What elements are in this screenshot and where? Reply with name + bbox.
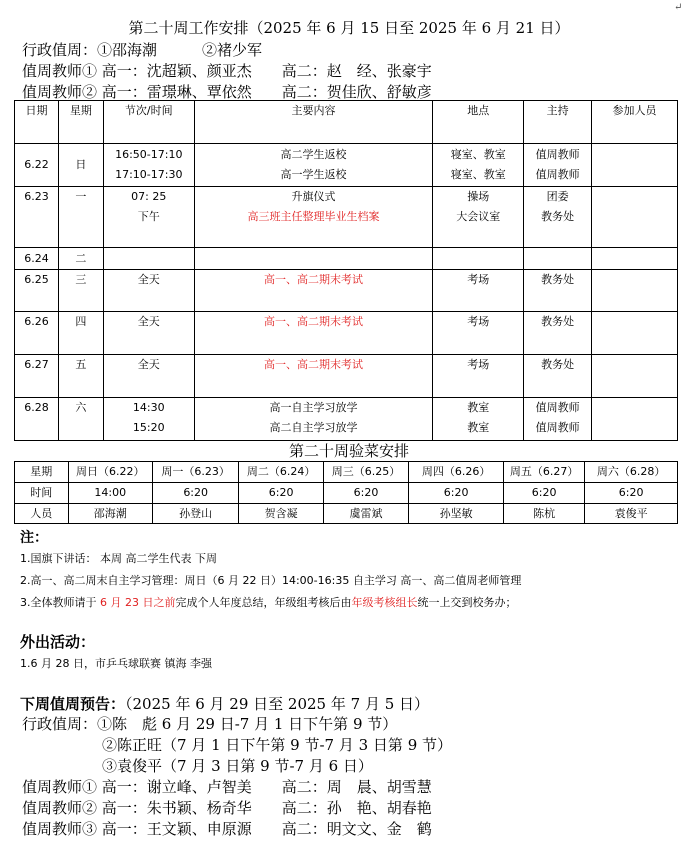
content-line: 高一学生返校 [280,168,347,181]
row-weekday: 三 [58,270,103,312]
row-attendees [592,398,678,441]
row-attendees [592,355,678,398]
header-host: 主持 [524,101,592,144]
row-time: 全天 [103,312,194,355]
tasting-time: 6:20 [409,483,504,504]
row-time [103,398,194,441]
schedule-header-row [15,101,678,144]
outside-heading: 外出活动： [20,633,96,651]
page-title: 第二十周工作安排（2025 年 6 月 15 日至 2025 年 6 月 21 日） [128,19,570,37]
header-date: 日期 [15,101,59,144]
content-line: 高二自主学习放学 [269,421,358,434]
place-line: 教室 [467,421,490,434]
row-weekday: 六 [58,398,103,441]
next-admin-label: 行政值周： [22,715,98,733]
tasting-label-day: 星期 [15,462,69,483]
row-date: 6.27 [15,355,59,398]
note-3 [20,594,517,610]
tasting-person: 袁俊平 [585,504,678,524]
row-content [194,398,433,441]
row-host: 教务处 [524,312,592,355]
table-row [15,312,678,355]
header-weekday: 星期 [58,101,103,144]
time-line: 15:20 [132,421,165,434]
note-3-role: 年级考核组长 [351,596,418,609]
place-line: 寝室、教室 [450,168,506,181]
next-admin-1: ①陈 彪 6 月 29 日-7 月 1 日下午第 9 节） [97,715,398,733]
next-week-range: （2025 年 6 月 29 日至 2025 年 7 月 5 日） [125,695,430,713]
tasting-day: 周六（6.28） [585,462,678,483]
notes-heading: 注： [20,530,48,546]
table-row [15,187,678,248]
row-date: 6.28 [15,398,59,441]
note-3-part: 完成个人年度总结，年级组考核后由 [175,596,352,609]
row-place: 考场 [433,312,524,355]
tasting-time: 6:20 [585,483,678,504]
next-week-header [20,694,429,714]
table-row [15,398,678,441]
table-row [15,144,678,187]
header-time: 节次/时间 [103,101,194,144]
row-place: 考场 [433,270,524,312]
time-line: 16:50-17:10 [115,148,183,161]
host-line: 教务处 [541,210,575,223]
tasting-person: 陈杭 [503,504,584,524]
host-line: 团委 [546,190,569,203]
content-line: 高二学生返校 [280,148,347,161]
place-line: 教室 [467,401,490,414]
content-line: 高一自主学习放学 [269,401,358,414]
row-attendees [592,312,678,355]
row-place [433,144,524,187]
duty-teacher-2-line: 值周教师② 高一：雷璟琳、覃依然 高二：贺佳欣、舒敏彦 [22,83,432,101]
tasting-time: 6:20 [503,483,584,504]
row-weekday: 日 [58,144,103,187]
tasting-time: 6:20 [323,483,408,504]
time-line: 下午 [137,210,160,223]
next-admin-line-1 [22,714,397,734]
row-date: 6.23 [15,187,59,248]
note-1: 1.国旗下讲话： 本周 高二学生代表 下周 [20,552,217,565]
row-date: 6.24 [15,248,59,270]
tasting-person: 孙坚敏 [409,504,504,524]
row-place: 考场 [433,355,524,398]
tasting-label-time: 时间 [15,483,69,504]
row-host: 教务处 [524,270,592,312]
row-time: 全天 [103,355,194,398]
tasting-person: 虞雷斌 [323,504,408,524]
header-attendees: 参加人员 [592,101,678,144]
host-line: 值周教师 [535,401,580,414]
row-content [194,248,433,270]
row-attendees [592,187,678,248]
tasting-day-row [15,462,678,483]
next-admin-2: ②陈正旺（7 月 1 日下午第 9 节-7 月 3 日第 9 节） [102,736,453,754]
place-line: 寝室、教室 [450,148,506,161]
note-3-part: 统一上交到校务办； [417,596,517,609]
tasting-day: 周日（6.22） [68,462,152,483]
row-time [103,144,194,187]
tasting-person: 孙登山 [152,504,238,524]
tasting-table [14,461,678,524]
note-3-part: 3.全体教师请于 [20,596,100,609]
note-3-deadline: 6 月 23 日之前 [100,596,176,609]
time-line: 14:30 [132,401,165,414]
tasting-time: 6:20 [152,483,238,504]
place-line: 大会议室 [456,210,501,223]
next-week-heading: 下周值周预告： [20,695,126,713]
content-line-highlight: 高三班主任整理毕业生档案 [247,210,380,223]
row-attendees [592,270,678,312]
row-attendees [592,144,678,187]
tasting-day: 周三（6.25） [323,462,408,483]
tasting-label-people: 人员 [15,504,69,524]
tasting-time: 6:20 [239,483,323,504]
row-content-highlight: 高一、高二期末考试 [194,312,433,355]
row-time: 全天 [103,270,194,312]
row-weekday: 四 [58,312,103,355]
row-place [433,248,524,270]
row-host: 教务处 [524,355,592,398]
table-row [15,355,678,398]
row-host [524,398,592,441]
tasting-person: 邵海潮 [68,504,152,524]
row-weekday: 二 [58,248,103,270]
tasting-time: 14:00 [68,483,152,504]
table-row [15,270,678,312]
header-content: 主要内容 [194,101,433,144]
host-line: 值周教师 [535,168,580,181]
tasting-day: 周四（6.26） [409,462,504,483]
row-date: 6.26 [15,312,59,355]
header-place: 地点 [433,101,524,144]
table-row [15,248,678,270]
row-host [524,144,592,187]
place-line: 操场 [467,190,490,203]
tasting-day: 周五（6.27） [503,462,584,483]
host-line: 值周教师 [535,148,580,161]
row-time [103,248,194,270]
row-content-highlight: 高一、高二期末考试 [194,270,433,312]
host-line: 值周教师 [535,421,580,434]
next-admin-3: ③袁俊平（7 月 3 日第 9 节-7 月 6 日） [102,757,373,775]
tasting-title: 第二十周验菜安排 [288,442,409,460]
tasting-time-row [15,483,678,504]
time-line: 07: 25 [131,190,167,203]
row-attendees [592,248,678,270]
next-teacher-3: 值周教师③ 高一：王文颖、申原源 高二：明文文、金 鹤 [22,820,432,838]
duty-teacher-1-line: 值周教师① 高一：沈超颖、颜亚杰 高二：赵 经、张豪宇 [22,62,432,80]
row-date: 6.25 [15,270,59,312]
row-content [194,144,433,187]
paragraph-mark: ↵ [674,2,683,13]
tasting-day: 周二（6.24） [239,462,323,483]
tasting-person: 贺含凝 [239,504,323,524]
row-date: 6.22 [15,144,59,187]
content-line: 升旗仪式 [291,190,336,203]
row-weekday: 一 [58,187,103,248]
next-teacher-1: 值周教师① 高一：谢立峰、卢智美 高二：周 晨、胡雪慧 [22,778,432,796]
row-host [524,187,592,248]
row-place [433,398,524,441]
note-2: 2.高一、高二周末自主学习管理：周日（6 月 22 日）14:00-16:35 自主学习 高一、高二值周老师管理 [20,574,522,587]
row-weekday: 五 [58,355,103,398]
schedule-table [14,100,678,441]
row-host [524,248,592,270]
admin-duty-line: 行政值周：①邵海潮 ②褚少军 [22,41,263,59]
tasting-day: 周一（6.23） [152,462,238,483]
outside-item: 1.6 月 28 日，市乒乓球联赛 镇海 李强 [20,657,212,670]
row-content [194,187,433,248]
row-place [433,187,524,248]
tasting-people-row [15,504,678,524]
time-line: 17:10-17:30 [115,168,183,181]
next-teacher-2: 值周教师② 高一：朱书颖、杨奇华 高二：孙 艳、胡春艳 [22,799,432,817]
row-time [103,187,194,248]
row-content-highlight: 高一、高二期末考试 [194,355,433,398]
